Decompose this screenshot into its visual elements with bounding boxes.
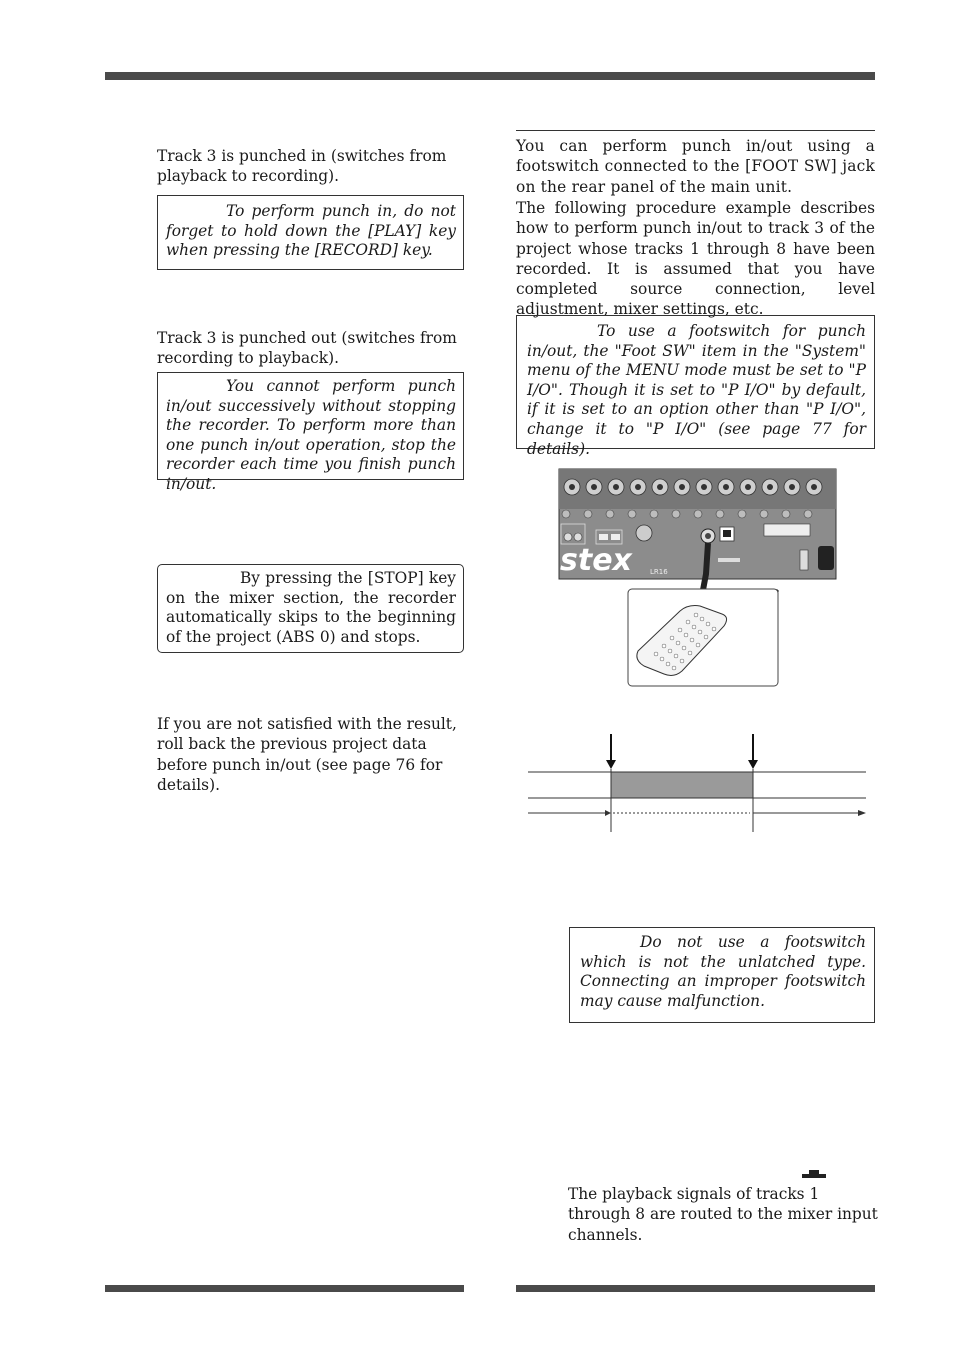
- tip-stop-key: [157, 564, 464, 653]
- card-slot: [764, 524, 810, 536]
- brand-logo: stex: [560, 543, 632, 578]
- ethernet-port-slot: [723, 530, 731, 537]
- footer-bar-right: [516, 1285, 875, 1292]
- usb-port-b: [611, 534, 620, 540]
- rca-jack-right: [574, 533, 582, 541]
- punch-out-arrowhead: [748, 760, 758, 769]
- midi-jack: [636, 525, 652, 541]
- rollback-text: If you are not satisfied with the result, roll back the previous project data before punch in/out (see page 76 for details).: [157, 715, 457, 794]
- foot-sw-jack-center: [705, 533, 711, 539]
- note-footswitch-setting-text: To use a footswitch for punch in/out, the "Foot SW" item in the "System" menu of the MENU mode must be set to "P I/O". Though it is set to "P I/O" by default, if it is set to an option other than "P I/O", change it to "P I/O" (see page 77 for details).: [527, 322, 866, 458]
- punch-in-arrowhead: [606, 760, 616, 769]
- recorded-region: [611, 772, 753, 798]
- playback-arrowhead-before: [605, 810, 611, 816]
- section-rule: [516, 130, 875, 131]
- rear-panel-illustration: [556, 466, 838, 690]
- power-switch: [800, 550, 808, 570]
- note-unlatched: [569, 927, 875, 1023]
- punch-out-text: Track 3 is punched out (switches from recording to playback).: [157, 329, 457, 368]
- playback-routing-text: The playback signals of tracks 1 through 8 are routed to the mixer input channels.: [568, 1185, 878, 1244]
- serial-label: [718, 558, 740, 562]
- playback-arrowhead-after: [858, 810, 866, 816]
- tip-stop-key-text: By pressing the [STOP] key on the mixer section, the recorder automatically skips to the beginning of the project (ABS 0) and stops.: [166, 569, 456, 646]
- note-successive: [157, 372, 464, 493]
- note-footswitch-setting: [516, 315, 875, 458]
- note-unlatched-text: Do not use a footswitch which is not the unlatched type. Connecting an improper footswitch may cause malfunction.: [580, 933, 866, 1010]
- intro-text: You can perform punch in/out using a footswitch connected to the [FOOT SW] jack on the rear panel of the main unit.: [516, 137, 875, 196]
- note-punch-in: [157, 195, 464, 270]
- header-bar: [105, 72, 875, 80]
- punch-timeline-diagram: [524, 732, 870, 834]
- note-punch-in-text: To perform punch in, do not forget to hold down the [PLAY] key when pressing the [RECORD] key.: [166, 202, 456, 260]
- power-inlet: [818, 546, 834, 570]
- key-icon-top: [809, 1170, 819, 1174]
- rca-jack-left: [564, 533, 572, 541]
- note-successive-text: You cannot perform punch in/out successively without stopping the recorder. To perform more than one punch in/out operation, stop the recorder each time you finish punch in/out.: [166, 377, 456, 493]
- punch-in-text: Track 3 is punched in (switches from playback to recording).: [157, 147, 447, 186]
- footer-bar-left: [105, 1285, 464, 1292]
- key-icon: [800, 1170, 828, 1180]
- procedure-text: The following procedure example describes how to perform punch in/out to track 3 of the project whose tracks 1 through 8 have been recorded. It is assumed that you have completed source connection, level adjustment, mixer settings, etc.: [516, 199, 875, 319]
- model-label: LR16: [650, 568, 668, 576]
- usb-port-a: [599, 534, 608, 540]
- key-icon-base: [802, 1174, 826, 1178]
